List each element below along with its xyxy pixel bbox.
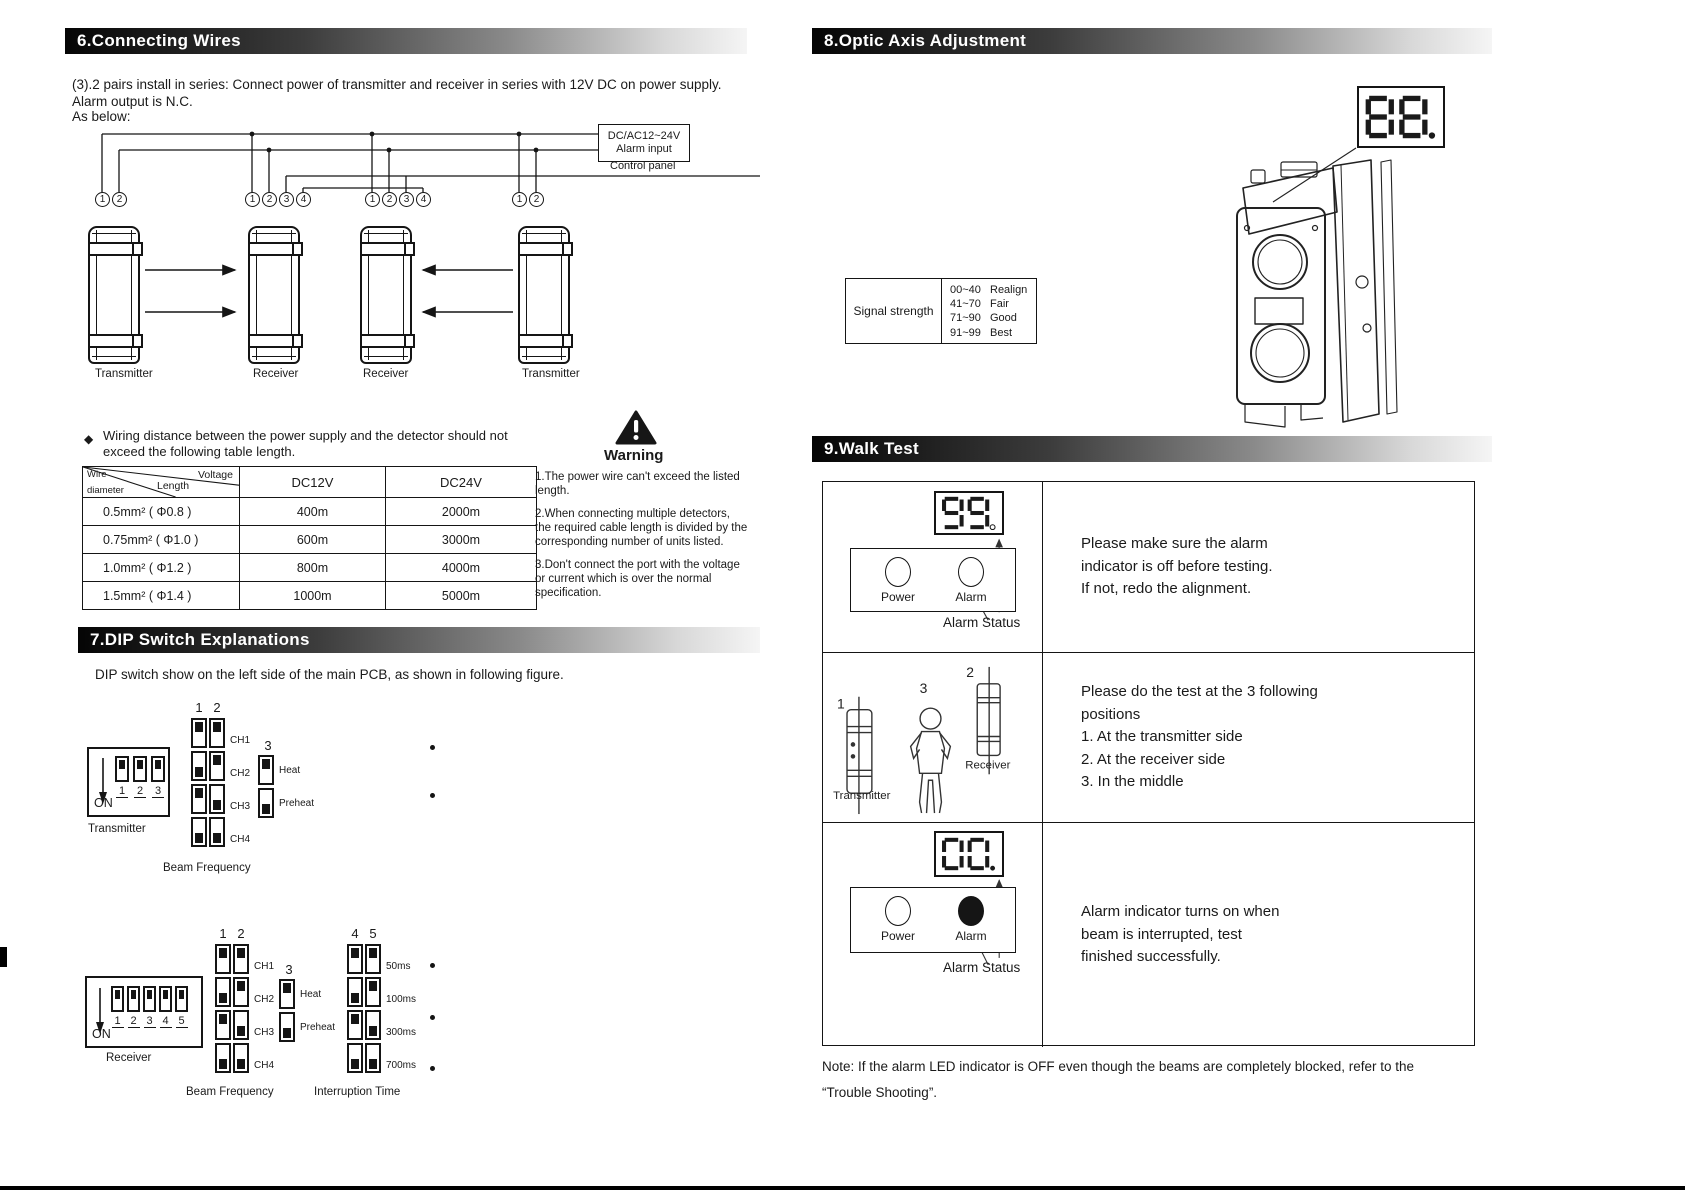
instruction-line: Alarm indicator turns on when: [1081, 903, 1280, 921]
dip-switch-down: [191, 817, 207, 847]
channel-row: [191, 784, 250, 814]
terminal-number: 3: [399, 192, 414, 207]
transmitter-channel-chart: [191, 718, 250, 850]
channel-label: CH1: [254, 961, 275, 972]
terminal-number: 4: [296, 192, 311, 207]
terminal-number: 2: [529, 192, 544, 207]
terminal-number: 2: [262, 192, 277, 207]
section6-header: [65, 28, 747, 54]
walk-test-figure-cell: [823, 653, 1043, 822]
bullet-dot: [430, 745, 435, 750]
bullet-dot: [430, 793, 435, 798]
dip-switch-down: [347, 1043, 363, 1073]
max-length-cell: 4000m: [386, 554, 537, 582]
dip-switch-down: [215, 977, 231, 1007]
interruption-time-label: 100ms: [386, 994, 417, 1005]
terminal-number: 3: [279, 192, 294, 207]
switch-knob: [262, 759, 270, 769]
seven-segment-00: [940, 836, 998, 872]
switch-knob: [195, 767, 203, 777]
channel-row: [191, 817, 250, 847]
dip-switch: [143, 986, 156, 1012]
switch-knob: [213, 833, 221, 843]
heat-option-row: [279, 1012, 335, 1042]
terminal-group: [512, 192, 546, 207]
terminal-number: 1: [365, 192, 380, 207]
supply-line2: Alarm input: [616, 143, 672, 155]
dip-switch-number: 1: [112, 1015, 124, 1028]
note-line: Note: If the alarm LED indicator is OFF even though the beams are completely blocked, refer to the: [822, 1059, 1415, 1074]
seven-segment-99: [940, 496, 998, 530]
dip-switch-up: [233, 944, 249, 974]
dip-switch-number: 2: [128, 1015, 140, 1028]
wire-table-row: [83, 582, 537, 610]
dip-switch-down: [233, 1010, 249, 1040]
dip-column-number: 1: [219, 926, 227, 941]
diamond-bullet-icon: ◆: [84, 432, 94, 446]
dip-switch-up: [215, 944, 231, 974]
wire-table-row: [83, 498, 537, 526]
channel-row: [215, 1043, 274, 1073]
transmitter-heat-chart: [258, 755, 314, 821]
signal-range: 00~40: [950, 284, 981, 296]
instruction-line: 3. In the middle: [1081, 773, 1184, 791]
dip-column-number: 2: [237, 926, 245, 941]
max-length-cell: 3000m: [386, 526, 537, 554]
dip-switch-number: 1: [116, 785, 128, 798]
heat-column-number: 3: [285, 962, 293, 977]
warning-title: Warning: [604, 447, 664, 464]
dip-switch-down: [258, 788, 274, 818]
switch-knob: [155, 760, 161, 769]
switch-knob: [219, 1059, 227, 1069]
indicator-panel: [850, 887, 1016, 953]
dip-switch: [159, 986, 172, 1012]
bullet-dot: [430, 1066, 435, 1071]
switch-knob: [195, 833, 203, 843]
switch-knob: [369, 1026, 377, 1036]
dip-column-numbers: [347, 926, 381, 941]
warning-item: 3.Don't connect the port with the voltage or current which is over the normal specification.: [535, 559, 740, 599]
dip-switch-down: [365, 1010, 381, 1040]
switch-knob: [115, 990, 120, 999]
switch-knob: [262, 804, 270, 814]
heat-option-row: [258, 755, 314, 785]
position-number-2: 2: [966, 663, 975, 680]
signal-level: [950, 283, 1036, 297]
switch-knob: [213, 722, 221, 732]
dip-switch-up: [279, 979, 295, 1009]
switch-knob: [195, 788, 203, 798]
dip-switch-up: [209, 751, 225, 781]
switch-knob: [369, 1059, 377, 1069]
heat-option-label: Preheat: [279, 797, 315, 809]
instruction-line: 1. At the transmitter side: [1081, 728, 1243, 746]
instruction-line: If not, redo the alignment.: [1081, 580, 1252, 598]
max-length-cell: 5000m: [386, 582, 537, 610]
power-supply-box: [598, 124, 690, 162]
channel-label: CH4: [254, 1060, 275, 1071]
switch-knob: [213, 755, 221, 765]
power-led: [885, 557, 911, 587]
switch-knob: [213, 800, 221, 810]
dip-switch: [175, 986, 188, 1012]
switch-knob: [351, 948, 359, 958]
switch-knob: [351, 1059, 359, 1069]
dip-switch: [111, 986, 124, 1012]
warning-item: 2.When connecting multiple detectors, the required cable length is divided by the corresponding number of units listed.: [535, 508, 748, 548]
max-length-cell: 1000m: [240, 582, 386, 610]
dip-switch-position: [111, 986, 124, 1028]
section7-intro: DIP switch show on the left side of the main PCB, as shown in following figure.: [95, 667, 564, 682]
terminal-group: [95, 192, 129, 207]
dip-switch-down: [191, 751, 207, 781]
dip-switch-number: 4: [160, 1015, 172, 1028]
dip-switch-up: [209, 718, 225, 748]
walk-test-note: [822, 1054, 1414, 1106]
interruption-time-row: [347, 1010, 416, 1040]
instruction-line: finished successfully.: [1081, 948, 1221, 966]
dip-column-numbers: [215, 926, 249, 941]
receiver-heat-chart: [279, 979, 335, 1045]
channel-label: CH2: [254, 994, 275, 1005]
instruction-text: [1081, 681, 1474, 794]
dip-switch-up: [215, 1010, 231, 1040]
interruption-time-label: 50ms: [386, 961, 411, 972]
dip-switch-position: [143, 986, 156, 1028]
transmitter-dip-box: [87, 747, 170, 817]
section8-header: [812, 28, 1492, 54]
walk-positions-illustration: [823, 653, 1042, 822]
max-length-cell: 400m: [240, 498, 386, 526]
instruction-line: indicator is off before testing.: [1081, 557, 1273, 575]
warning-list: [535, 470, 749, 609]
note-line: “Trouble Shooting”.: [822, 1085, 938, 1100]
terminal-number: 1: [512, 192, 527, 207]
max-length-cell: 800m: [240, 554, 386, 582]
wiring-diagram: [65, 120, 760, 412]
column-header-dc12v: DC12V: [240, 467, 386, 498]
section6-title: 6.Connecting Wires: [77, 31, 241, 50]
switch-knob: [351, 1014, 359, 1024]
as-below-label: As below:: [72, 109, 131, 124]
dip-switch-position: [175, 986, 188, 1028]
indicator-panel: [850, 548, 1016, 612]
signal-rating: Best: [990, 326, 1013, 339]
walk-test-row: [823, 482, 1474, 653]
wire-diameter-cell: 0.75mm² ( Φ1.0 ): [83, 526, 240, 554]
signal-display: [1357, 86, 1445, 148]
instruction-text: [1081, 901, 1474, 969]
terminal-group: [245, 192, 313, 207]
dip-switch-position: [159, 986, 172, 1028]
control-panel-label: Control panel: [610, 160, 676, 172]
beam-frequency-caption: Beam Frequency: [186, 1086, 274, 1098]
warning-item: 1.The power wire can't exceed the listed length.: [535, 471, 740, 497]
switch-knob: [237, 948, 245, 958]
wire-table-row: [83, 554, 537, 582]
walk-test-instruction-cell: [1043, 482, 1474, 652]
dip-column-number: 4: [351, 926, 359, 941]
alarm-led: [958, 896, 984, 926]
dip-switch: [151, 756, 165, 782]
receiver-figure-label: Receiver: [106, 1052, 152, 1064]
dip-switch-up: [365, 944, 381, 974]
terminal-number: 2: [382, 192, 397, 207]
dip-switch-up: [258, 755, 274, 785]
corner-header-cell: [83, 467, 240, 498]
bullet-dot: [430, 963, 435, 968]
device-label: Transmitter: [95, 368, 153, 380]
detector-tower: [360, 226, 412, 364]
interruption-time-label: 700ms: [386, 1060, 417, 1071]
on-label: ON: [94, 796, 113, 810]
signal-display: [934, 491, 1004, 535]
beam-frequency-caption: Beam Frequency: [163, 862, 251, 874]
transmitter-figure-label: Transmitter: [88, 823, 146, 835]
switch-knob: [237, 1059, 245, 1069]
channel-label: CH1: [230, 735, 251, 746]
signal-display: [934, 831, 1004, 877]
wire-length-table: [82, 466, 537, 610]
channel-label: CH4: [230, 834, 251, 845]
signal-level: [950, 326, 1036, 340]
dip-switch: [127, 986, 140, 1012]
dip-switch-up: [233, 977, 249, 1007]
signal-strength-table: [845, 278, 1037, 344]
walk-test-instruction-cell: [1043, 653, 1474, 822]
switch-knob: [179, 990, 184, 999]
dip-switch-down: [209, 784, 225, 814]
channel-row: [215, 1010, 274, 1040]
receiver-channel-chart: [215, 944, 274, 1076]
dip-switch-number: 3: [144, 1015, 156, 1028]
section7-header: [78, 627, 760, 653]
supply-line1: DC/AC12~24V: [607, 130, 681, 142]
signal-rating: Realign: [990, 284, 1028, 296]
signal-levels: [942, 279, 1036, 343]
signal-level: [950, 297, 1036, 311]
bullet-dot: [430, 1015, 435, 1020]
terminal-number: 4: [416, 192, 431, 207]
corner-voltage: Voltage: [197, 469, 233, 481]
page-bottom-rule: [0, 1186, 1685, 1190]
corner-wire: Wire: [87, 469, 107, 480]
dip-switch-down: [347, 977, 363, 1007]
terminal-number: 1: [245, 192, 260, 207]
section8-title: 8.Optic Axis Adjustment: [824, 31, 1027, 50]
interruption-time-row: [347, 1043, 416, 1073]
wire-table-row: [83, 526, 537, 554]
warning-triangle-icon: [615, 410, 657, 446]
dip-switch-down: [209, 817, 225, 847]
dip-switch-number: 3: [152, 785, 164, 798]
instruction-line: beam is interrupted, test: [1081, 925, 1242, 943]
power-indicator: [873, 557, 923, 604]
power-led: [885, 896, 911, 926]
detector-tower: [88, 226, 140, 364]
corner-length: Length: [157, 480, 190, 492]
section9-header: [812, 436, 1492, 462]
channel-row: [191, 751, 250, 781]
heat-option-row: [279, 979, 335, 1009]
max-length-cell: 2000m: [386, 498, 537, 526]
switch-knob: [195, 722, 203, 732]
wire-diameter-cell: 1.5mm² ( Φ1.4 ): [83, 582, 240, 610]
device-label: Receiver: [253, 368, 299, 380]
power-label: Power: [880, 929, 915, 943]
signal-range: 71~90: [950, 312, 981, 325]
switch-knob: [219, 948, 227, 958]
dip-switch: [115, 756, 129, 782]
walk-test-figure-cell: [823, 482, 1043, 652]
switch-knob: [351, 993, 359, 1003]
signal-range: 41~70: [950, 298, 981, 311]
wire-diameter-cell: 0.5mm² ( Φ0.8 ): [83, 498, 240, 526]
switch-knob: [119, 760, 125, 769]
wiring-distance-note: Wiring distance between the power supply and the detector should not exceed the following table length.: [103, 428, 508, 459]
switch-knob: [237, 1026, 245, 1036]
switch-knob: [369, 948, 377, 958]
channel-row: [215, 944, 274, 974]
wire-diameter-cell: 1.0mm² ( Φ1.2 ): [83, 554, 240, 582]
alarm-status-label: Alarm Status: [943, 960, 1021, 975]
dip-column-numbers: [191, 700, 225, 715]
switch-knob: [219, 993, 227, 1003]
receiver-dip-box: [85, 976, 203, 1048]
max-length-cell: 600m: [240, 526, 386, 554]
terminal-number: 2: [112, 192, 127, 207]
column-header-dc24v: DC24V: [386, 467, 537, 498]
heat-column-number: 3: [264, 738, 272, 753]
heat-option-label: Heat: [279, 764, 301, 776]
receiver-label: Receiver: [965, 759, 1011, 772]
instruction-line: Please make sure the alarm: [1081, 535, 1268, 553]
dip-switch-position: [115, 756, 129, 798]
dip-switch-down: [233, 1043, 249, 1073]
walk-test-table: [822, 481, 1475, 1046]
instruction-line: 2. At the receiver side: [1081, 750, 1226, 768]
walk-test-figure-cell: [823, 823, 1043, 1047]
interruption-time-caption: Interruption Time: [314, 1086, 401, 1098]
interruption-time-row: [347, 944, 416, 974]
instruction-line: positions: [1081, 705, 1141, 723]
signal-level: [950, 311, 1036, 325]
corner-diameter: diameter: [87, 485, 124, 496]
dip-switch-up: [347, 1010, 363, 1040]
page-edge-mark: [0, 947, 7, 967]
terminal-group: [365, 192, 433, 207]
channel-label: CH3: [254, 1027, 275, 1038]
dip-switch-down: [215, 1043, 231, 1073]
interruption-time-row: [347, 977, 416, 1007]
detector-tower: [248, 226, 300, 364]
dip-switch-up: [347, 944, 363, 974]
section7-title: 7.DIP Switch Explanations: [90, 630, 310, 649]
dip-switch-number: 5: [176, 1015, 188, 1028]
dip-column-number: 1: [195, 700, 203, 715]
dip-switch-down: [365, 1043, 381, 1073]
heat-option-row: [258, 788, 314, 818]
dip-switch-up: [191, 718, 207, 748]
terminal-number: 1: [95, 192, 110, 207]
section6-intro: (3).2 pairs install in series: Connect power of transmitter and receiver in series with 12V DC on power supply. Alarm output is N.C.: [72, 77, 722, 109]
switch-knob: [237, 981, 245, 991]
device-label: Transmitter: [522, 368, 580, 380]
walk-test-row: [823, 653, 1474, 823]
switch-knob: [147, 990, 152, 999]
power-label: Power: [880, 590, 915, 604]
alarm-label: Alarm: [955, 929, 987, 943]
channel-label: CH2: [230, 768, 251, 779]
dip-switch-row: [115, 756, 165, 798]
power-indicator: [873, 896, 923, 943]
section9-title: 9.Walk Test: [824, 439, 919, 458]
signal-rating: Good: [990, 312, 1017, 325]
seven-segment-88: [1363, 91, 1439, 143]
position-number-1: 1: [837, 695, 845, 712]
channel-row: [191, 718, 250, 748]
dip-switch-position: [151, 756, 165, 798]
dip-column-number: 2: [213, 700, 221, 715]
walk-test-instruction-cell: [1043, 823, 1474, 1047]
heat-option-label: Heat: [300, 988, 322, 1000]
alarm-indicator: [946, 557, 996, 604]
channel-row: [215, 977, 274, 1007]
dip-switch-up: [365, 977, 381, 1007]
switch-knob: [137, 760, 143, 769]
interruption-time-chart: [347, 944, 416, 1076]
alarm-label: Alarm: [955, 590, 987, 604]
dip-column-number: 5: [369, 926, 377, 941]
instruction-line: Please do the test at the 3 following: [1081, 683, 1318, 701]
transmitter-label: Transmitter: [833, 790, 891, 803]
position-number-3: 3: [919, 679, 928, 696]
signal-range: 91~99: [950, 326, 981, 339]
heat-option-label: Preheat: [300, 1021, 336, 1033]
dip-switch-position: [127, 986, 140, 1028]
dip-switch-up: [191, 784, 207, 814]
interruption-time-label: 300ms: [386, 1027, 417, 1038]
dip-switch: [133, 756, 147, 782]
on-label: ON: [92, 1027, 111, 1041]
dip-switch-position: [133, 756, 147, 798]
alarm-indicator: [946, 896, 996, 943]
switch-knob: [369, 981, 377, 991]
device-label: Receiver: [363, 368, 409, 380]
signal-strength-label: Signal strength: [846, 279, 942, 343]
switch-knob: [131, 990, 136, 999]
dip-switch-down: [279, 1012, 295, 1042]
switch-knob: [163, 990, 168, 999]
alarm-led: [958, 557, 984, 587]
dip-switch-row: [111, 986, 188, 1028]
switch-knob: [283, 983, 291, 993]
detector-tower: [518, 226, 570, 364]
switch-knob: [219, 1014, 227, 1024]
walk-test-row: [823, 823, 1474, 1047]
signal-rating: Fair: [990, 298, 1009, 311]
wire-table-header-row: [83, 467, 537, 498]
alarm-status-label: Alarm Status: [943, 615, 1021, 630]
instruction-text: [1081, 533, 1474, 601]
channel-label: CH3: [230, 801, 251, 812]
dip-switch-number: 2: [134, 785, 146, 798]
switch-knob: [283, 1028, 291, 1038]
